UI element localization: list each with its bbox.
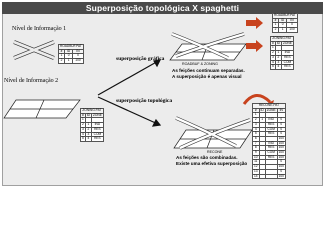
topological-note-line2: Existe uma efetiva superposição	[176, 161, 248, 166]
table-cell: 4	[82, 131, 84, 136]
graphic-note-line1: As feições continuam separadas.	[172, 68, 245, 73]
table-header-cell: #	[253, 108, 260, 113]
table-cell: 12	[254, 164, 258, 169]
table-cell: 2	[82, 122, 84, 127]
table-cell: 1	[82, 117, 84, 122]
table-header-cell: ID	[279, 18, 287, 23]
table-cell: 100	[278, 164, 284, 169]
table-cell: 2	[59, 59, 65, 64]
table-cell: 3	[275, 60, 281, 65]
table-row	[271, 65, 294, 70]
table-cell: 4	[85, 137, 91, 142]
table-name: ROADBUF.PAT	[274, 13, 296, 17]
method-arrows	[98, 60, 160, 126]
table-cell: 100	[278, 173, 284, 178]
table-cell: 1	[259, 118, 265, 123]
table-row	[59, 59, 84, 64]
table-name: ZONING.PAT	[82, 108, 102, 112]
topological-note-line1: As feições são combinadas.	[176, 155, 238, 160]
table-header-cell: ZONE	[92, 112, 102, 117]
table-cell: COM	[281, 60, 293, 65]
table-cell: 2	[253, 118, 260, 123]
table-cell: 1	[273, 23, 279, 28]
zoning-table-left	[80, 108, 104, 142]
table-header-cell: #	[272, 40, 274, 45]
table-cell: 0	[65, 54, 73, 59]
table-cell: RES	[281, 55, 293, 60]
table-cell: 5	[272, 64, 274, 69]
table-cell: 0	[277, 122, 285, 127]
table-header-cell: IN	[277, 108, 285, 113]
table-cell: RES	[265, 155, 277, 160]
table-cell: 0	[277, 169, 285, 174]
table-cell: 3	[85, 132, 91, 137]
table-cell: RES	[281, 65, 293, 70]
table-header-cell: ID	[276, 40, 280, 45]
table-cell: 10	[254, 154, 258, 159]
table-cell: RES	[265, 146, 277, 151]
table-cell: 100	[278, 140, 284, 145]
table-cell: 0	[277, 132, 285, 137]
recone-caption: RECONE	[207, 150, 223, 154]
table-cell: 6	[253, 136, 260, 141]
table-cell: 5	[82, 136, 84, 141]
table-cell: 4	[253, 127, 260, 132]
level2-label: Nível de Informação 2	[4, 78, 59, 84]
table-cell: 11	[254, 159, 258, 164]
table-cell: 2	[275, 55, 281, 60]
table-header-cell: #	[59, 49, 65, 54]
table-header-cell: ZONE	[282, 40, 292, 45]
table-row	[253, 174, 286, 179]
table-cell: RES	[91, 127, 103, 132]
table-cell: 8	[253, 146, 260, 151]
table-header-cell: #	[273, 18, 279, 23]
table-cell: 100	[287, 28, 298, 33]
level1-road-buffer-shape	[14, 42, 54, 58]
table-cell: 2	[273, 28, 279, 33]
table-cell: 0	[277, 160, 285, 165]
table-cell: 100	[73, 59, 84, 64]
topological-method-label: superposição topológica	[116, 98, 173, 104]
table-cell	[265, 174, 277, 179]
table-cell: 4	[275, 65, 281, 70]
roadbuf-table-left	[58, 44, 84, 64]
table-header-cell: ID	[86, 112, 90, 117]
table-cell: IND	[265, 141, 277, 146]
graphic-method-label: superposição gráfica	[116, 56, 165, 62]
table-cell: 2	[85, 127, 91, 132]
table-cell: IND	[91, 123, 103, 128]
table-cell: COM	[265, 151, 277, 156]
table-cell: COM	[91, 132, 103, 137]
table-header-cell: #	[82, 112, 84, 117]
table-cell: 7	[253, 141, 260, 146]
table-cell: 3	[272, 54, 274, 59]
level1-label: Nível de Informação 1	[12, 26, 67, 32]
roadbuf-table-right	[272, 13, 298, 33]
table-cell: 100	[278, 154, 284, 159]
table-cell: 1	[275, 51, 281, 56]
table-cell: COM	[265, 127, 277, 132]
table-cell: 0	[73, 54, 84, 59]
topological-overlay-drawing	[174, 118, 252, 148]
table-cell: RES	[91, 137, 103, 142]
table-cell: 100	[278, 150, 284, 155]
graphic-note-line2: A superposição é apenas visual	[172, 74, 242, 79]
slide-title: Superposição topológica X spaghetti	[2, 2, 323, 14]
table-cell: 1	[253, 113, 260, 118]
table-header-cell: IN	[73, 49, 84, 54]
level2-zoning-polygon	[4, 100, 80, 118]
table-header-cell: ZONE	[266, 107, 276, 112]
road-zoning-caption: ROADBUF & ZONING	[182, 62, 218, 66]
table-header-cell: ID	[260, 107, 264, 112]
table-cell: 1	[65, 59, 73, 64]
table-name: ZONING.PAT	[272, 36, 292, 40]
table-cell: 5	[253, 132, 260, 137]
table-cell: 0	[287, 23, 298, 28]
table-header-cell: IN	[287, 18, 298, 23]
table-cell: 2	[272, 50, 274, 55]
table-row	[81, 137, 104, 142]
table-cell: 1	[85, 123, 91, 128]
table-cell: 4	[272, 59, 274, 64]
table-cell: 13	[254, 168, 258, 173]
table-cell: 3	[82, 126, 84, 131]
table-row	[273, 28, 298, 33]
table-cell: IND	[265, 118, 277, 123]
table-cell: 0	[279, 23, 287, 28]
table-cell: 100	[278, 135, 284, 140]
recone-table	[252, 103, 286, 179]
table-name: ROADBUF.PAT	[60, 44, 82, 48]
table-cell: 1	[279, 28, 287, 33]
table-cell: 1	[59, 54, 65, 59]
zoning-table-right	[270, 36, 294, 70]
table-cell: RES	[265, 122, 277, 127]
graphic-overlay-drawing	[170, 34, 246, 60]
table-cell: 0	[277, 127, 285, 132]
table-cell: IND	[281, 51, 293, 56]
table-cell: 9	[253, 151, 260, 156]
table-cell: 1	[272, 45, 274, 50]
graphic-red-arrows	[246, 17, 263, 52]
table-cell: 3	[253, 122, 260, 127]
table-cell: 100	[278, 145, 284, 150]
table-cell: 0	[277, 118, 285, 123]
table-header-cell: ID	[65, 49, 73, 54]
table-cell: 14	[254, 173, 258, 178]
table-cell: RES	[265, 132, 277, 137]
table-name: RECONE.PAT	[253, 104, 286, 109]
